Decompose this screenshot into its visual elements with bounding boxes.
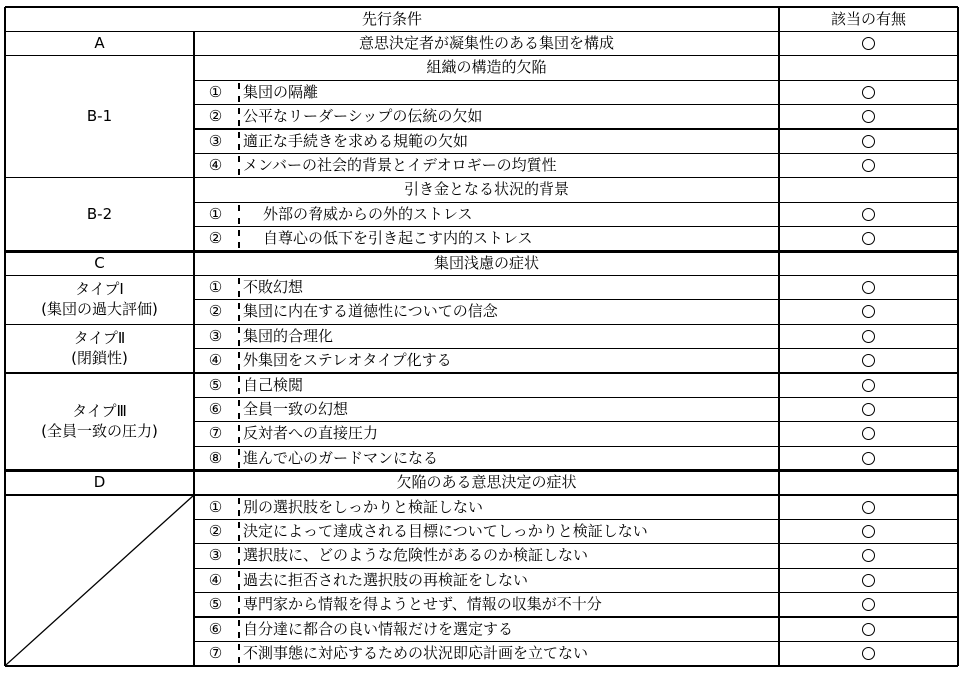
item-number: ⑦ (208, 424, 223, 443)
item-number: ⑥ (208, 400, 223, 419)
section-b1-title: 組織の構造的欠陥 (426, 58, 547, 77)
item-text: 専門家から情報を得ようとせず、情報の収集が不十分 (243, 595, 602, 614)
type-name: タイプⅡ (73, 329, 126, 348)
item-text: 公平なリーダーシップの伝統の欠如 (243, 107, 483, 126)
item-number: ④ (208, 156, 223, 175)
section-a-text: 意思決定者が凝集性のある集団を構成 (358, 34, 614, 53)
diagonal-line (5, 495, 194, 666)
section-c-title: 集団浅慮の症状 (433, 253, 539, 272)
item-text: 外集団をステレオタイプ化する (243, 351, 452, 370)
header-conditions: 先行条件 (361, 9, 422, 28)
item-number: ① (208, 82, 223, 101)
section-d-title: 欠陥のある意思決定の症状 (396, 473, 577, 492)
item-number: ① (208, 497, 223, 516)
item-text: 自己検閲 (243, 375, 304, 394)
item-number: ④ (208, 570, 223, 589)
item-number: ③ (208, 546, 223, 565)
item-text: 決定によって達成される目標についてしっかりと検証しない (243, 522, 648, 541)
header-applicable: 該当の有無 (830, 9, 906, 28)
item-text: 集団の隔離 (243, 82, 319, 101)
item-text: 不測事態に対応するための状況即応計画を立てない (243, 644, 589, 663)
item-number: ③ (208, 326, 223, 345)
item-number: ② (208, 522, 223, 541)
item-text: 過去に拒否された選択肢の再検証をしない (243, 570, 529, 589)
item-text: 反対者への直接圧力 (243, 424, 379, 443)
section-a-label: A (94, 34, 105, 53)
item-text: 全員一致の幻想 (243, 400, 349, 419)
item-number: ① (208, 204, 223, 223)
item-text: 自尊心の低下を引き起こす内的ストレス (263, 229, 533, 248)
section-b2-title: 引き金となる状況的背景 (403, 180, 569, 199)
item-number: ⑧ (208, 448, 223, 467)
item-text: 外部の脅威からの外的ストレス (263, 204, 473, 223)
item-text: 自分達に都合の良い情報だけを選定する (243, 619, 514, 638)
item-text: 集団に内在する道徳性についての信念 (243, 302, 498, 321)
item-number: ⑤ (208, 595, 223, 614)
item-text: 適正な手続きを求める規範の欠如 (243, 131, 469, 150)
type-description: (閉鎖性) (71, 349, 128, 368)
item-text: 進んで心のガードマンになる (243, 448, 439, 467)
item-number: ④ (208, 351, 223, 370)
item-number: ② (208, 302, 223, 321)
type-name: タイプⅢ (72, 402, 127, 421)
item-text: 不敗幻想 (243, 278, 304, 297)
item-text: 選択肢に、どのような危険性があるのか検証しない (243, 546, 589, 565)
item-number: ② (208, 229, 223, 248)
type-name: タイプⅠ (75, 280, 124, 299)
section-d-label: D (93, 473, 106, 492)
item-text: 集団的合理化 (243, 326, 334, 345)
type-description: (全員一致の圧力) (41, 422, 158, 441)
item-text: メンバーの社会的背景とイデオロギーの均質性 (243, 156, 557, 175)
item-number: ⑥ (208, 619, 223, 638)
item-text: 別の選択肢をしっかりと検証しない (243, 497, 484, 516)
item-number: ③ (208, 131, 223, 150)
section-c-label: C (94, 253, 105, 272)
item-number: ⑦ (208, 644, 223, 663)
item-number: ② (208, 107, 223, 126)
item-number: ① (208, 278, 223, 297)
section-b2-label: B-2 (86, 204, 113, 223)
item-number: ⑤ (208, 375, 223, 394)
type-description: (集団の過大評価) (41, 300, 158, 319)
section-b1-label: B-1 (86, 107, 113, 126)
